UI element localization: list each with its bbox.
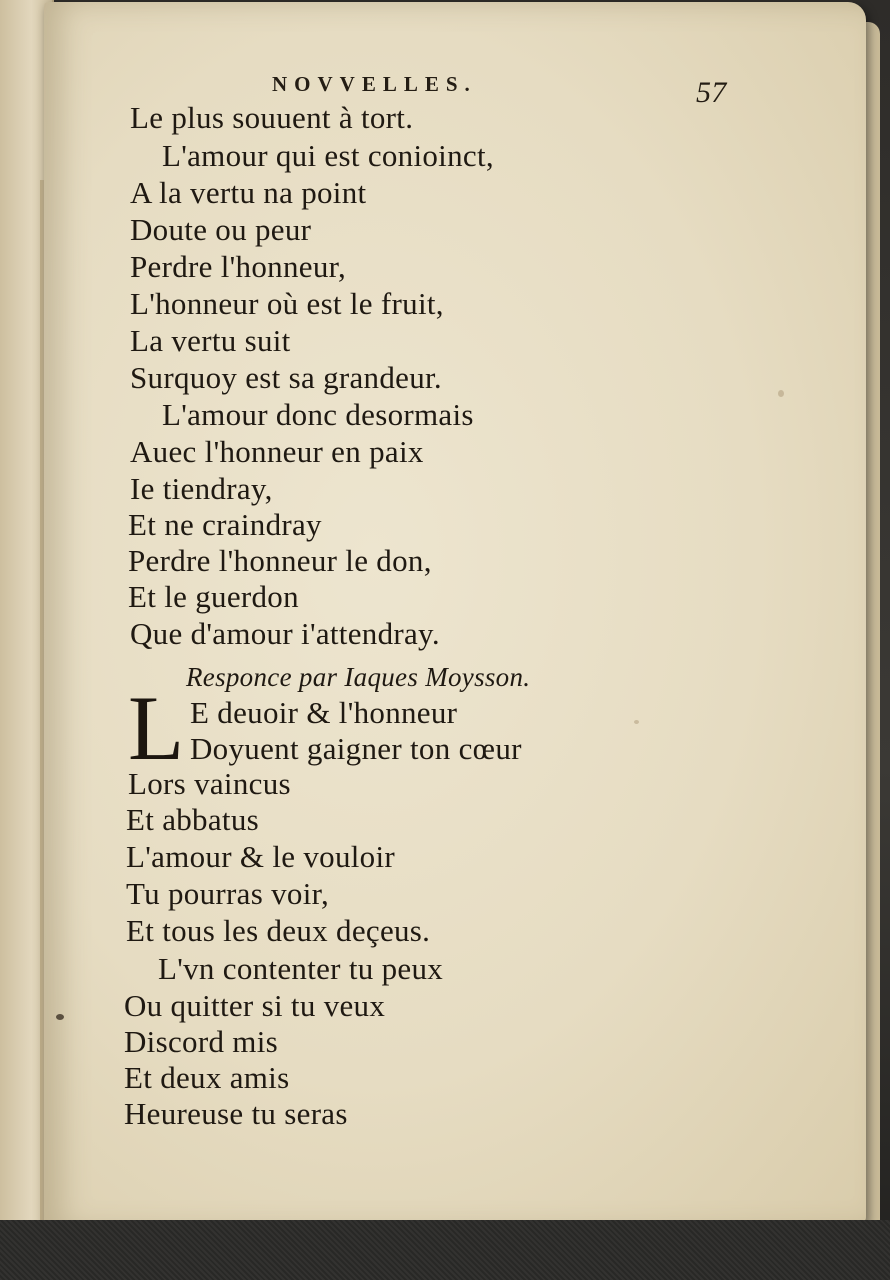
poem-line: Et le guerdon <box>128 579 299 614</box>
poem-line: Ie tiendray, <box>130 471 273 506</box>
poem-line: L'vn contenter tu peux <box>158 951 444 986</box>
response-caption: Responce par Iaques Moysson. <box>186 662 531 692</box>
poem-line: Doyuent gaigner ton cœur <box>190 731 522 766</box>
poem-line: Perdre l'honneur le don, <box>128 543 432 578</box>
poem-line: Et tous les deux deçeus. <box>126 913 431 948</box>
drop-cap: L <box>128 677 185 779</box>
poem-line: L'amour donc desormais <box>162 397 474 432</box>
running-head: NOVVELLES. <box>272 72 477 96</box>
poem-line: A la vertu na point <box>130 175 367 210</box>
poem-line: Ou quitter si tu veux <box>124 988 386 1023</box>
poem-line: Le plus souuent à tort. <box>130 100 414 135</box>
poem-line: Discord mis <box>124 1024 278 1059</box>
page-number: 57 <box>696 76 727 109</box>
poem-line: Heureuse tu seras <box>124 1096 348 1131</box>
poem-line: L'amour & le vouloir <box>126 839 396 874</box>
poem-line: Auec l'honneur en paix <box>130 434 424 469</box>
poem-line: L'amour qui est conioinct, <box>162 138 494 173</box>
poem-line: Que d'amour i'attendray. <box>130 616 440 651</box>
poem-line: Doute ou peur <box>130 212 312 247</box>
poem-line: Surquoy est sa grandeur. <box>130 360 442 395</box>
poem-line: Perdre l'honneur, <box>130 249 347 284</box>
poem-line: Tu pourras voir, <box>126 876 330 911</box>
background-cloth <box>0 1220 890 1280</box>
poem-line: La vertu suit <box>130 323 291 358</box>
poem-line: Et ne craindray <box>128 507 322 542</box>
poem-line: Lors vaincus <box>128 766 291 801</box>
poem-line: E deuoir & l'honneur <box>190 695 458 730</box>
poem-line: L'honneur où est le fruit, <box>130 286 444 321</box>
poem-line: Et abbatus <box>126 802 259 837</box>
poem-line: Et deux amis <box>124 1060 290 1095</box>
